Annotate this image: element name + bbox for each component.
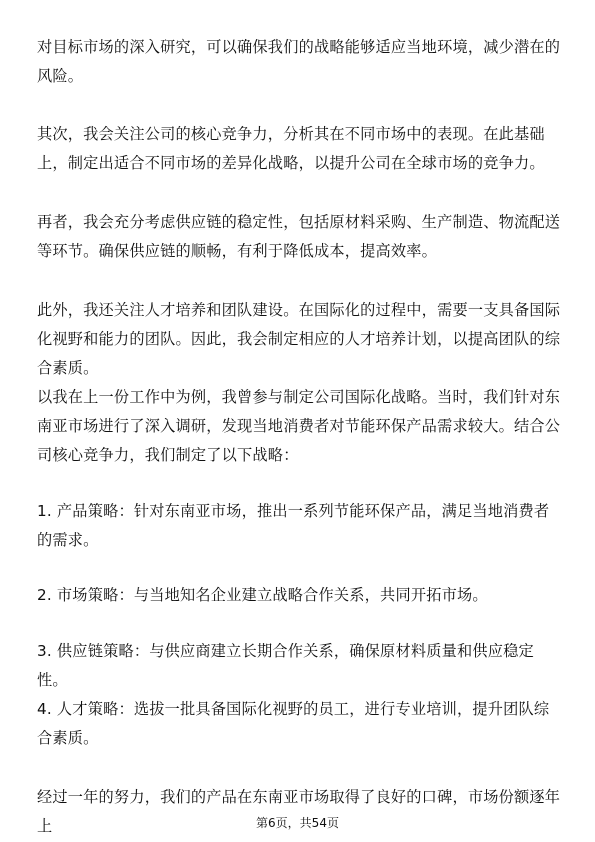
paragraph-4: 此外，我还关注人才培养和团队建设。在国际化的过程中，需要一支具备国际化视野和能力的团队。因此，我会制定相应的人才培养计划，以提高团队的综合素质。	[37, 301, 561, 377]
page-number: 第6页，共54页	[256, 816, 339, 830]
list-item-product-strategy: 1. 产品策略：针对东南亚市场，推出一系列节能环保产品，满足当地消费者的需求。	[37, 502, 550, 549]
list-item-market-strategy: 2. 市场策略：与当地知名企业建立战略合作关系，共同开拓市场。	[37, 586, 488, 604]
paragraph-3: 再者，我会充分考虑供应链的稳定性，包括原材料采购、生产制造、物流配送等环节。确保供应链的顺畅，有利于降低成本，提高效率。	[37, 213, 561, 260]
paragraph-5: 以我在上一份工作中为例，我曾参与制定公司国际化战略。当时，我们针对东南亚市场进行了深入调研，发现当地消费者对节能环保产品需求较大。结合公司核心竞争力，我们制定了以下战略：	[37, 388, 561, 464]
list-item-supply-chain-strategy: 3. 供应链策略：与供应商建立长期合作关系，确保原材料质量和供应稳定性。	[37, 642, 534, 689]
paragraph-6: 经过一年的努力，我们的产品在东南亚市场取得了良好的口碑，市场份额逐年上	[37, 788, 561, 835]
paragraph-1: 对目标市场的深入研究，可以确保我们的战略能够适应当地环境，减少潜在的风险。	[37, 38, 561, 85]
paragraph-2: 其次，我会关注公司的核心竞争力，分析其在不同市场中的表现。在此基础上，制定出适合不同市场的差异化战略，以提升公司在全球市场的竞争力。	[37, 125, 545, 172]
list-item-talent-strategy: 4. 人才策略：选拔一批具备国际化视野的员工，进行专业培训，提升团队综合素质。	[37, 700, 550, 747]
